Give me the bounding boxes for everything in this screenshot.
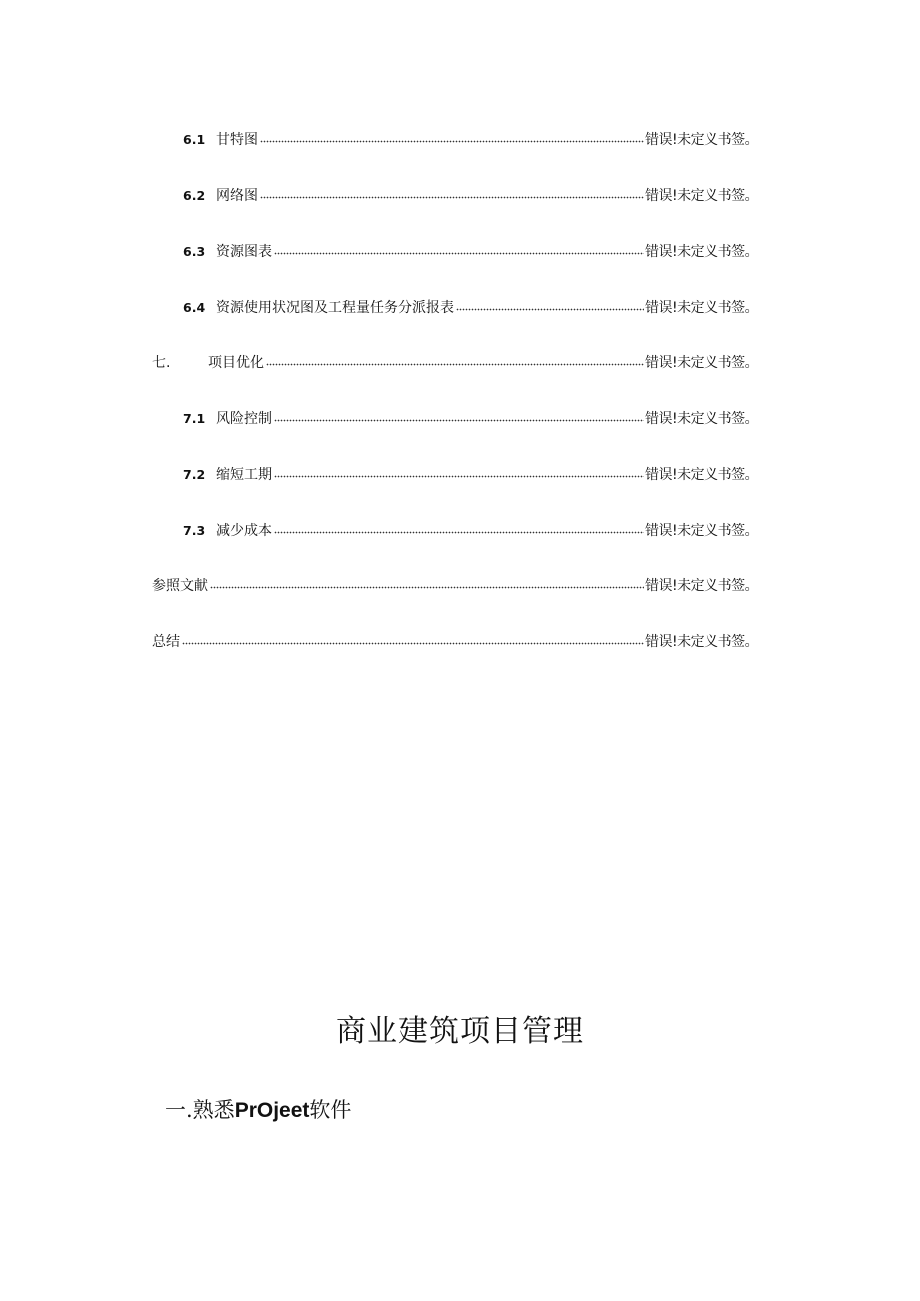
toc-entry-title: 参照文献 (152, 578, 208, 594)
toc-entry-title: 资源使用状况图及工程量任务分派报表 (216, 300, 454, 316)
section-heading-prefix: 一.熟悉 (165, 1098, 235, 1122)
toc-entry-leader-dots (210, 575, 644, 589)
document-title: 商业建筑项目管理 (336, 1014, 584, 1049)
section-heading-software-name: PrOjeet (234, 1099, 310, 1122)
toc-entry[interactable] (0, 575, 920, 597)
toc-entry-title: 减少成本 (216, 523, 272, 539)
toc-entry[interactable] (0, 129, 920, 151)
section-heading-suffix: 软件 (309, 1098, 352, 1122)
toc-entry[interactable] (0, 185, 920, 207)
toc-entry[interactable] (0, 631, 920, 653)
toc-entry-title: 资源图表 (216, 244, 272, 260)
toc-entry-leader-dots (274, 464, 644, 478)
toc-entry-number: 6.4 (183, 300, 206, 315)
toc-entry-number: 6.2 (183, 188, 206, 203)
toc-entry[interactable] (0, 520, 920, 542)
toc-entry[interactable] (0, 297, 920, 319)
toc-entry-page-ref: 错误!未定义书签。 (645, 467, 759, 483)
toc-entry-number: 6.3 (183, 244, 206, 259)
toc-entry-leader-dots (456, 297, 644, 311)
toc-entry-page-ref: 错误!未定义书签。 (645, 244, 759, 260)
toc-entry[interactable] (0, 241, 920, 263)
toc-entry-page-ref: 错误!未定义书签。 (645, 634, 759, 650)
toc-entry-leader-dots (260, 129, 644, 143)
toc-entry-leader-dots (182, 631, 644, 645)
toc-entry-leader-dots (274, 520, 644, 534)
toc-entry-page-ref: 错误!未定义书签。 (645, 411, 759, 427)
toc-entry-title: 项目优化 (208, 355, 264, 371)
toc-entry-leader-dots (274, 408, 644, 422)
toc-entry-number: 6.1 (183, 132, 206, 147)
toc-entry-title: 网络图 (216, 188, 258, 204)
toc-entry-page-ref: 错误!未定义书签。 (645, 578, 759, 594)
toc-entry[interactable] (0, 464, 920, 486)
toc-entry[interactable] (0, 352, 920, 374)
toc-entry-number: 7.1 (183, 411, 206, 426)
section-heading (165, 1094, 351, 1127)
toc-entry-leader-dots (274, 241, 644, 255)
toc-entry-number: 7.3 (183, 523, 206, 538)
toc-entry-page-ref: 错误!未定义书签。 (645, 523, 759, 539)
toc-entry-page-ref: 错误!未定义书签。 (645, 355, 759, 371)
toc-entry-leader-dots (266, 352, 644, 366)
toc-entry-title: 缩短工期 (216, 467, 272, 483)
toc-entry-page-ref: 错误!未定义书签。 (645, 300, 759, 316)
toc-entry-page-ref: 错误!未定义书签。 (645, 188, 759, 204)
toc-entry-title: 风险控制 (216, 411, 272, 427)
toc-entry-title: 甘特图 (216, 132, 258, 148)
toc-entry-page-ref: 错误!未定义书签。 (645, 132, 759, 148)
toc-entry-leader-dots (260, 185, 644, 199)
toc-entry-number: 七. (152, 355, 171, 371)
toc-entry-number: 7.2 (183, 467, 206, 482)
toc-entry[interactable] (0, 408, 920, 430)
toc-entry-title: 总结 (152, 634, 180, 650)
